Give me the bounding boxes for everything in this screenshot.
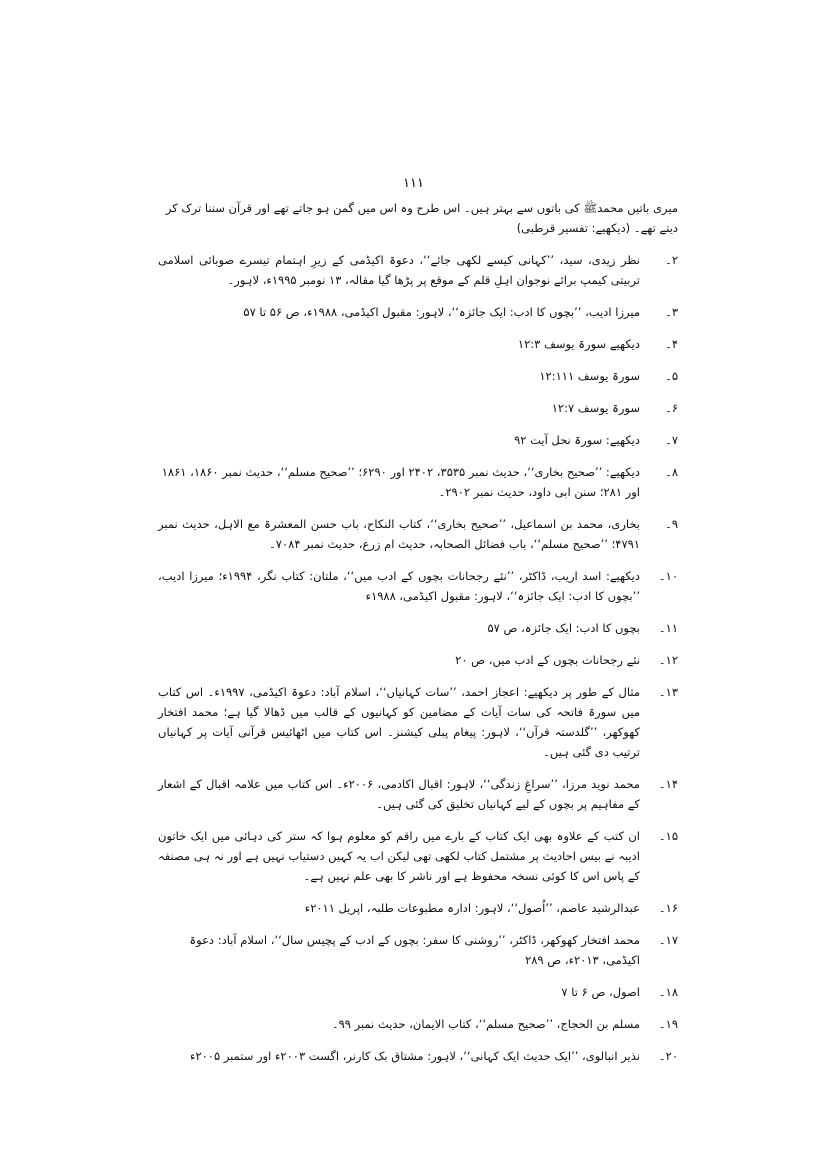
footnote-number: ۱۶۔ — [658, 901, 678, 915]
footnote-number: ۳۔ — [665, 305, 678, 319]
footnote-text: دیکھیے: ’’صحیح بخاری‘‘، حدیث نمبر ۳۵۳۵، ۲۴۰۲ اور ۶۲۹۰؛ ’’صحیح مسلم‘‘، حدیث نمبر ۱۸۶۰، ۱۸۶۱ اور ۲۸۱؛ سنن ابی داود، حدیث نمبر ۲۹۰۲۔ — [161, 465, 640, 499]
page-number: ۱۱۱ — [403, 176, 424, 191]
footnote-9 — [158, 514, 678, 554]
footnote-number: ۱۸۔ — [658, 985, 678, 999]
footnote-list — [158, 250, 678, 1066]
footnote-number: ۱۵۔ — [658, 829, 678, 843]
footnote-5 — [158, 366, 678, 386]
footnote-number: ۵۔ — [665, 369, 678, 383]
footnote-17 — [158, 930, 678, 970]
footnote-18 — [158, 982, 678, 1002]
footnote-text: مسلم بن الحجاج، ’’صحیح مسلم‘‘، کتاب الایمان، حدیث نمبر ۹۹۔ — [331, 1017, 640, 1031]
footnote-number: ۲۔ — [665, 253, 678, 267]
footnote-number: ۱۳۔ — [658, 685, 678, 699]
footnote-text: دیکھیے سورۃ یوسف ۱۲:۳ — [517, 337, 640, 351]
footnote-8 — [158, 462, 678, 502]
footnote-20 — [158, 1046, 678, 1066]
footnote-10 — [158, 566, 678, 606]
footnote-text: نظر زیدی، سید، ’’کہانی کیسے لکھی جائے‘‘، دعوۃ اکیڈمی کے زیرِ اہتمام تیسرے صوبائی اسلامی تربیتی کیمپ برائے نوجوان اہلِ قلم کے موقع پر پڑھا گیا مقالہ، ۱۳ نومبر ۱۹۹۵ء، لاہور۔ — [158, 253, 640, 287]
footnote-14 — [158, 774, 678, 814]
footnote-number: ۱۱۔ — [658, 621, 678, 635]
footnote-number: ۴۔ — [665, 337, 678, 351]
footnote-2 — [158, 250, 678, 290]
footnote-text: بچوں کا ادب: ایک جائزہ، ص ۵۷ — [487, 621, 640, 635]
footnote-text: نذیر انبالوی، ’’ایک حدیث ایک کہانی‘‘، لاہور: مشتاق بک کارنر، اگست ۲۰۰۳ء اور ستمبر ۲۰۰۵ء — [190, 1049, 640, 1063]
footnotes-section — [158, 198, 678, 1078]
footnote-text: نئے رجحانات بچوں کے ادب میں، ص ۲۰ — [455, 653, 640, 667]
footnote-number: ۷۔ — [665, 433, 678, 447]
footnote-number: ۹۔ — [665, 517, 678, 531]
footnote-text: اصول، ص ۶ تا ۷ — [561, 985, 640, 999]
footnote-text: دیکھیے: اسد اریب، ڈاکٹر، ’’نئے رجحانات بچوں کے ادب میں‘‘، ملتان: کتاب نگر، ۱۹۹۴ء؛ میرزا ادیب، ’’بچوں کا ادب: ایک جائزہ‘‘، لاہور: مقبول اکیڈمی، ۱۹۸۸ء — [158, 569, 640, 603]
footnote-text: ان کتب کے علاوہ بھی ایک کتاب کے بارے میں راقم کو معلوم ہوا کہ ستر کی دہائی میں ایک خاتون ادیبہ نے بیس احادیث پر مشتمل کتاب لکھی تھی لیکن اب یہ کہیں دستیاب نہیں ہے اور نہ ہی مصنفہ کے پاس اس کا کوئی نسخہ محفوظ ہے اور ناشر کا بھی علم نہیں ہے۔ — [158, 829, 640, 883]
footnote-19 — [158, 1014, 678, 1034]
footnote-16 — [158, 898, 678, 918]
footnote-number: ۱۰۔ — [658, 569, 678, 583]
footnote-number: ۱۹۔ — [658, 1017, 678, 1031]
footnote-text: بخاری، محمد بن اسماعیل، ’’صحیح بخاری‘‘، کتاب النکاح، باب حسن المعشرۃ مع الاہل، حدیث نمبر ۴۷۹۱؛ ’’صحیح مسلم‘‘، باب فضائل الصحابہ، حدیث ام زرع، حدیث نمبر ۷۰۸۴۔ — [158, 517, 640, 551]
footnote-number: ۱۴۔ — [658, 777, 678, 791]
footnote-11 — [158, 618, 678, 638]
footnote-text: دیکھیے: سورۃ نحل آیت ۹۲ — [514, 433, 640, 447]
footnote-text: عبدالرشید عاصم، ’’اُصول‘‘، لاہور: ادارہ مطبوعات طلبہ، اپریل ۲۰۱۱ء — [304, 901, 640, 915]
footnote-7 — [158, 430, 678, 450]
footnote-number: ۱۲۔ — [658, 653, 678, 667]
footnote-3 — [158, 302, 678, 322]
footnote-number: ۶۔ — [665, 401, 678, 415]
footnote-13 — [158, 682, 678, 762]
footnote-number: ۱۷۔ — [658, 933, 678, 947]
footnote-text: میرزا ادیب، ’’بچوں کا ادب: ایک جائزہ‘‘، لاہور: مقبول اکیڈمی، ۱۹۸۸ء، ص ۵۶ تا ۵۷ — [243, 305, 640, 319]
footnote-text: سورۃ یوسف ۱۲:۷ — [551, 401, 640, 415]
footnote-number: ۲۰۔ — [658, 1049, 678, 1063]
footnote-4 — [158, 334, 678, 354]
footnote-number: ۸۔ — [665, 465, 678, 479]
footnote-text: محمد نوید مرزا، ’’سراغِ زندگی‘‘، لاہور: اقبال اکادمی، ۲۰۰۶ء۔ اس کتاب میں علامہ اقبال کے اشعار کے مفاہیم پر بچوں کے لیے کہانیاں تخلیق کی گئی ہیں۔ — [158, 777, 640, 811]
footnote-12 — [158, 650, 678, 670]
footnote-text: سورۃ یوسف ۱۲:۱۱۱ — [539, 369, 640, 383]
footnote-6 — [158, 398, 678, 418]
footnote-text: محمد افتخار کھوکھر، ڈاکٹر، ’’روشنی کا سفر: بچوں کے ادب کے پچیس سال‘‘، اسلام آباد: دعوۃ اکیڈمی، ۲۰۱۳ء، ص ۲۸۹ — [189, 933, 640, 967]
continued-footnote-text: میری باتیں محمدﷺ کی باتوں سے بہتر ہیں۔ اس طرح وہ اس میں گمن ہو جاتے تھے اور قرآن سننا ترک کر دیتے تھے۔ (دیکھیے: تفسیر قرطبی) — [165, 201, 678, 235]
footnote-15 — [158, 826, 678, 886]
footnote-text: مثال کے طور پر دیکھیے: اعجاز احمد، ’’سات کہانیاں‘‘، اسلام آباد: دعوۃ اکیڈمی، ۱۹۹۷ء۔ اس کتاب میں سورۃ فاتحہ کی سات آیات کے مضامین کو کہانیوں کے قالب میں ڈھالا گیا ہے؛ محمد افتخار کھوکھر، ’’گلدستہ قرآن‘‘، لاہور: پیغام پبلی کیشنز۔ اس کتاب میں اٹھائیس قرآنی آیات پر کہانیاں ترتیب دی گئی ہیں۔ — [158, 685, 640, 759]
